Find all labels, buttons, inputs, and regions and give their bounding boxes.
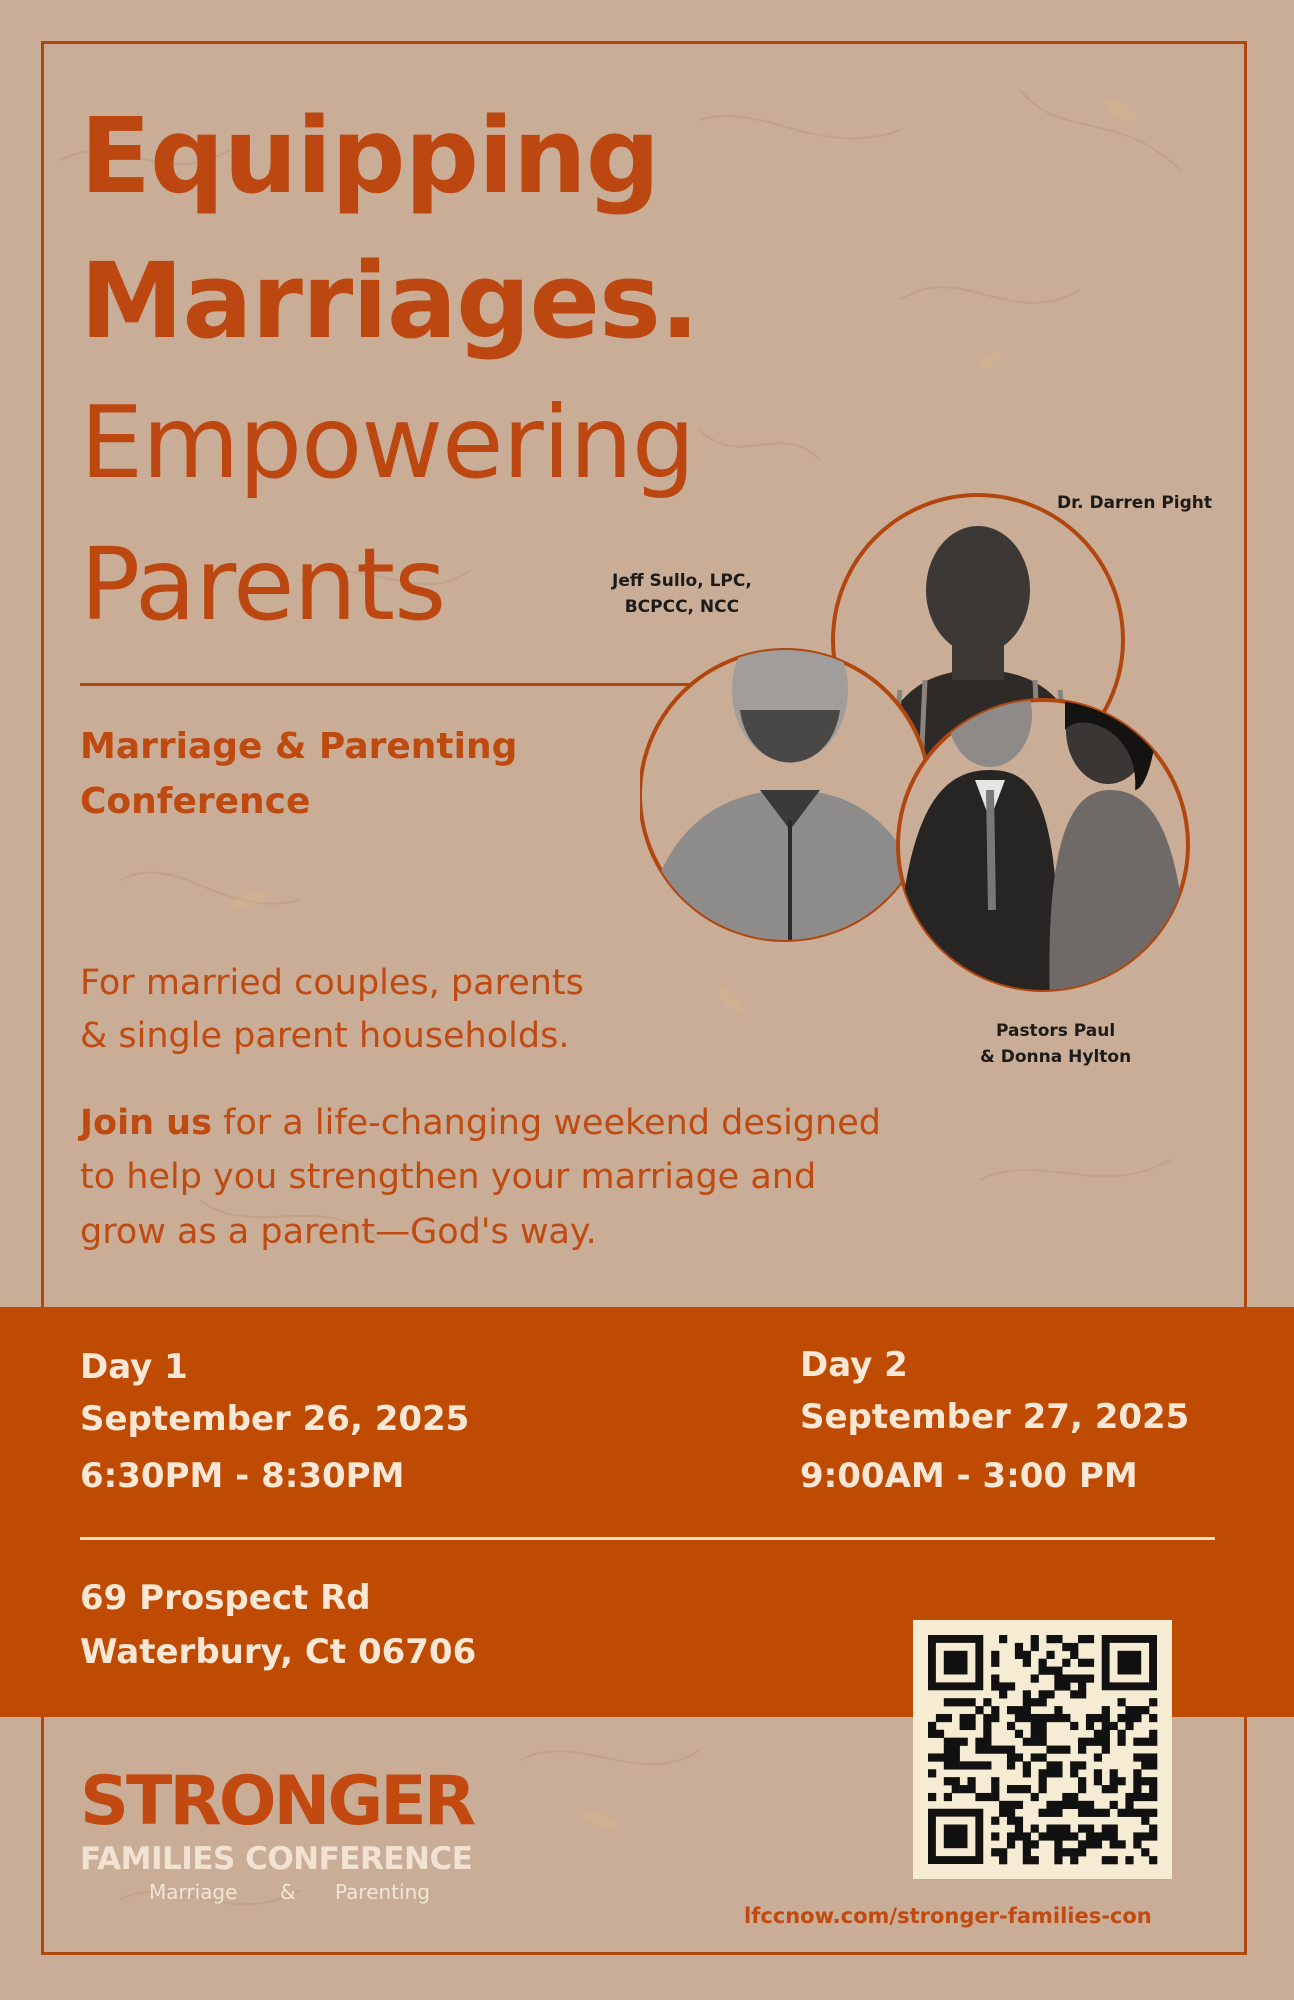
headline-line-1: Equipping xyxy=(80,95,660,217)
conference-type-line-2: Conference xyxy=(80,781,311,822)
address-line-2: Waterbury, Ct 06706 xyxy=(80,1632,477,1672)
invite-line-3: grow as a parent—God's way. xyxy=(80,1212,597,1252)
day2-time: 9:00AM - 3:00 PM xyxy=(800,1456,1138,1496)
speaker-label-pastors-line-1: Pastors Paul xyxy=(995,1021,1116,1041)
logo-families-conference: FAMILIES CONFERENCE xyxy=(80,1841,473,1877)
audience-line-1: For married couples, parents xyxy=(80,963,584,1003)
band-divider xyxy=(80,1537,1215,1540)
day1-time: 6:30PM - 8:30PM xyxy=(80,1456,405,1496)
qr-code[interactable] xyxy=(913,1620,1172,1879)
day2-date: September 27, 2025 xyxy=(800,1397,1190,1437)
invite-line-1-rest: for a life-changing weekend designed xyxy=(211,1103,881,1143)
speaker-label-darren: Dr. Darren Pight xyxy=(1057,493,1213,513)
invite-line-2: to help you strengthen your marriage and xyxy=(80,1157,817,1197)
speaker-label-pastors-line-2: & Donna Hylton xyxy=(980,1047,1132,1068)
speaker-label-jeff xyxy=(612,568,752,621)
invite-line-1 xyxy=(80,1103,881,1143)
website-link[interactable]: lfccnow.com/stronger-families-con xyxy=(744,1904,1152,1928)
speaker-label-jeff-line-1: Jeff Sullo, LPC, xyxy=(612,571,752,591)
speaker-label-jeff-line-2: BCPCC, NCC xyxy=(624,597,740,618)
day1-date: September 26, 2025 xyxy=(80,1399,470,1439)
speaker-label-pastors xyxy=(980,1018,1131,1071)
logo-tag-parenting: Parenting xyxy=(335,1880,430,1904)
conference-type-line-1: Marriage & Parenting xyxy=(80,726,518,767)
qr-code-pattern xyxy=(913,1620,1172,1879)
headline-line-4: Parents xyxy=(80,526,446,643)
audience-line-2: & single parent households. xyxy=(80,1016,570,1056)
headline-divider xyxy=(80,683,705,686)
logo-stronger: STRONGER xyxy=(80,1762,474,1841)
logo-tag-marriage: Marriage xyxy=(149,1880,238,1904)
day1-label: Day 1 xyxy=(80,1347,188,1387)
headline-line-2: Marriages. xyxy=(80,240,699,362)
logo-tag-ampersand: & xyxy=(280,1880,296,1904)
address-line-1: 69 Prospect Rd xyxy=(80,1578,371,1618)
invite-lead: Join us xyxy=(80,1103,212,1143)
headline-line-3: Empowering xyxy=(80,384,695,501)
day2-label: Day 2 xyxy=(800,1345,908,1385)
